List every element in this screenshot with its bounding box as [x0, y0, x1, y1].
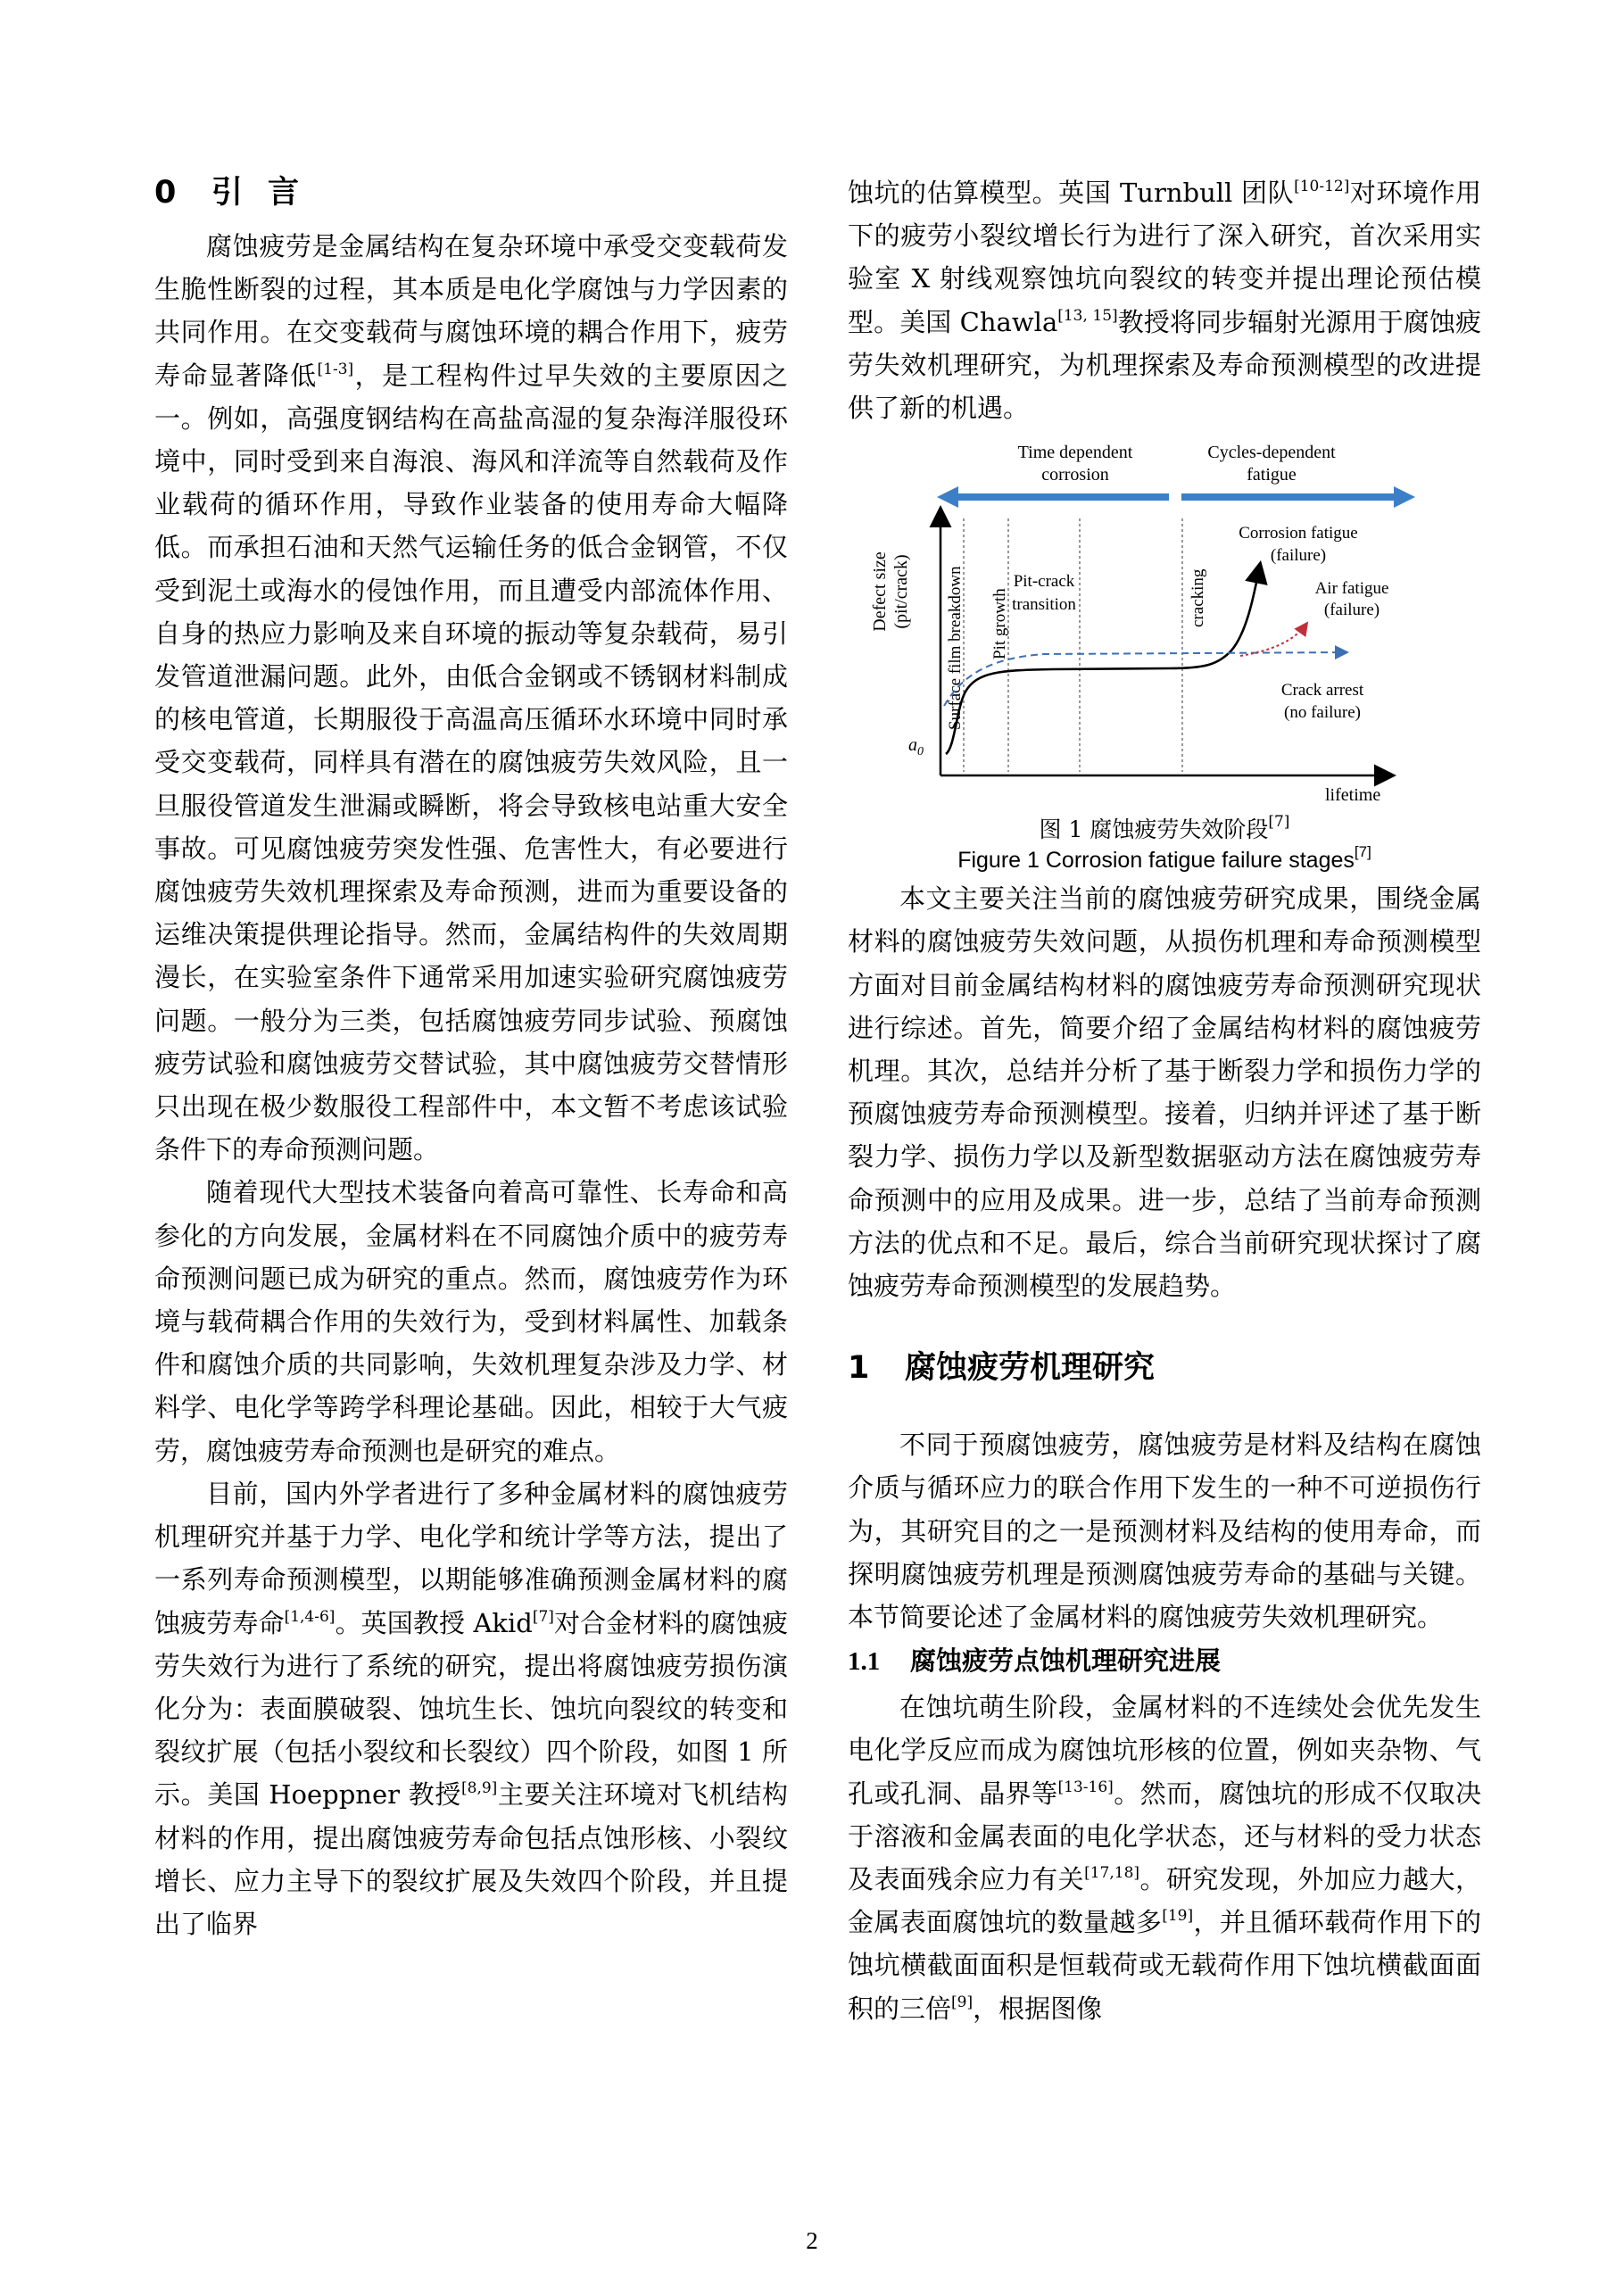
y-axis-label-1: Defect size — [870, 551, 890, 632]
section-0-title: 引言 — [211, 175, 325, 211]
arrow-right-label-2: fatigue — [1247, 465, 1297, 485]
paragraph: 在蚀坑萌生阶段，金属材料的不连续处会优先发生电化学反应而成为腐蚀坑形核的位置，例如夹杂物、气孔或孔洞、晶界等[13-16]。然而，腐蚀坑的形成不仅取决于溶液和金属表面的电化学状态，还与材料的受力状态及表面残余应力有关[17,18]。研究发现，外加应力越大，金属表面腐蚀坑的数量越多[19]，并且循环载荷作用下的蚀坑横截面面积是恒载荷或无载荷作用下蚀坑横截面面积的三倍[9]，根据图像 — [848, 1692, 1481, 2024]
arrow-left-label-1: Time dependent — [1017, 443, 1133, 463]
outcome-air-fatigue-2: (failure) — [1323, 601, 1380, 620]
stage-label-pit-growth: Pit growth — [990, 588, 1009, 660]
a0-label: $a_0$ — [908, 735, 924, 759]
arrow-left-label-2: corrosion — [1041, 465, 1109, 485]
stage-label-cracking: cracking — [1189, 568, 1207, 628]
figure-1-diagram — [848, 440, 1481, 815]
stage-label-pit-crack-1: Pit-crack — [1013, 572, 1075, 592]
section-1-heading — [848, 1343, 1481, 1388]
stage-label-pit-crack-2: transition — [1012, 595, 1076, 615]
outcome-crack-arrest-2: (no failure) — [1284, 703, 1361, 723]
figure-1 — [848, 440, 1481, 877]
section-1-1-number: 1.1 — [848, 1647, 881, 1677]
section-1-1-title: 腐蚀疲劳点蚀机理研究进展 — [910, 1645, 1222, 1677]
arrow-right-label-1: Cycles-dependent — [1207, 443, 1336, 463]
section-0-heading — [154, 168, 788, 212]
outcome-corrosion-fatigue-2: (failure) — [1270, 546, 1327, 566]
paragraph: 蚀坑的估算模型。英国 Turnbull 团队[10-12]对环境作用下的疲劳小裂纹增长行为进行了深入研究，首次采用实验室 X 射线观察蚀坑向裂纹的转变并提出理论预估模型。美国 Chawla[13, 15]教授将同步辐射光源用于腐蚀疲劳失效机理研究，为机理探索及寿命预测模型的改进提供了新的机遇。 — [848, 178, 1481, 424]
stage-label-surface-film: Surface film breakdown — [946, 566, 965, 731]
page-number: 2 — [806, 2227, 818, 2254]
figure-caption-en: Figure 1 Corrosion fatigue failure stages[7] — [957, 843, 1371, 874]
cycles-dependent-arrow — [1181, 486, 1415, 508]
figure-caption-cn: 图 1 腐蚀疲劳失效阶段[7] — [1039, 813, 1290, 843]
time-dependent-arrow — [937, 486, 1169, 508]
section-1-title: 腐蚀疲劳机理研究 — [905, 1350, 1156, 1387]
paragraph: 本文主要关注当前的腐蚀疲劳研究成果，围绕金属材料的腐蚀疲劳失效问题，从损伤机理和寿命预测模型方面对目前金属结构材料的腐蚀疲劳寿命预测研究现状进行综述。首先，简要介绍了金属结构材料的腐蚀疲劳机理。其次，总结并分析了基于断裂力学和损伤力学的预腐蚀疲劳寿命预测模型。接着，归纳并评述了基于断裂力学、损伤力学以及新型数据驱动方法在腐蚀疲劳寿命预测中的应用及成果。进一步，总结了当前寿命预测方法的优点和不足。最后，综合当前研究现状探讨了腐蚀疲劳寿命预测模型的发展趋势。 — [848, 883, 1481, 1302]
outcome-crack-arrest-1: Crack arrest — [1280, 681, 1364, 700]
air-fatigue-red-curve — [1240, 623, 1307, 656]
section-1-number: 1 — [848, 1350, 870, 1387]
outcome-corrosion-fatigue-1: Corrosion fatigue — [1239, 524, 1358, 543]
paragraph: 目前，国内外学者进行了多种金属材料的腐蚀疲劳机理研究并基于力学、电化学和统计学等方法，提出了一系列寿命预测模型，以期能够准确预测金属材料的腐蚀疲劳寿命[1,4-6]。英国教授 Akid[7]对合金材料的腐蚀疲劳失效行为进行了系统的研究，提出将腐蚀疲劳损伤演化分为：表面膜破裂、蚀坑生长、蚀坑向裂纹的转变和裂纹扩展（包括小裂纹和长裂纹）四个阶段，如图 1 所示。美国 Hoeppner 教授[8,9]主要关注环境对飞机结构材料的作用，提出腐蚀疲劳寿命包括点蚀形核、小裂纹增长、应力主导下的裂纹扩展及失效四个阶段，并且提出了临界 — [154, 1478, 788, 1939]
left-column — [154, 168, 788, 1945]
x-axis-label: lifetime — [1325, 785, 1381, 806]
outcome-air-fatigue-1: Air fatigue — [1314, 579, 1389, 599]
paragraph: 随着现代大型技术装备向着高可靠性、长寿命和高参化的方向发展，金属材料在不同腐蚀介质中的疲劳寿命预测问题已成为研究的重点。然而，腐蚀疲劳作为环境与载荷耦合作用的失效行为，受到材料属性、加载条件和腐蚀介质的共同影响，失效机理复杂涉及力学、材料学、电化学等跨学科理论基础。因此，相较于大气疲劳，腐蚀疲劳寿命预测也是研究的难点。 — [154, 1177, 788, 1466]
right-column — [848, 171, 1481, 2030]
y-axis-label-2: (pit/crack) — [891, 554, 911, 629]
section-0-number: 0 — [154, 175, 177, 211]
paragraph: 不同于预腐蚀疲劳，腐蚀疲劳是材料及结构在腐蚀介质与循环应力的联合作用下发生的一种不可逆损伤行为，其研究目的之一是预测材料及结构的使用寿命，而探明腐蚀疲劳机理是预测腐蚀疲劳寿命的基础与关键。本节简要论述了金属材料的腐蚀疲劳失效机理研究。 — [848, 1430, 1481, 1633]
section-1-1-heading — [848, 1640, 1481, 1682]
paragraph: 腐蚀疲劳是金属结构在复杂环境中承受交变载荷发生脆性断裂的过程，其本质是电化学腐蚀与力学因素的共同作用。在交变载荷与腐蚀环境的耦合作用下，疲劳寿命显著降低[1-3]，是工程构件过早失效的主要原因之一。例如，高强度钢结构在高盐高湿的复杂海洋服役环境中，同时受到来自海浪、海风和洋流等自然载荷及作业载荷的循环作用，导致作业装备的使用寿命大幅降低。而承担石油和天然气运输任务的低合金钢管，不仅受到泥土或海水的侵蚀作用，而且遭受内部流体作用、自身的热应力影响及来自环境的振动等复杂载荷，易引发管道泄漏问题。此外，由低合金钢或不锈钢材料制成的核电管道，长期服役于高温高压循环水环境中同时承受交变载荷，同样具有潜在的腐蚀疲劳失效风险，且一旦服役管道发生泄漏或瞬断，将会导致核电站重大安全事故。可见腐蚀疲劳突发性强、危害性大，有必要进行腐蚀疲劳失效机理探索及寿命预测，进而为重要设备的运维决策提供理论指导。然而，金属结构件的失效周期漫长，在实验室条件下通常采用加速实验研究腐蚀疲劳问题。一般分为三类，包括腐蚀疲劳同步试验、预腐蚀疲劳试验和腐蚀疲劳交替试验，其中腐蚀疲劳交替情形只出现在极少数服役工程部件中，本文暂不考虑该试验条件下的寿命预测问题。 — [154, 231, 788, 1165]
